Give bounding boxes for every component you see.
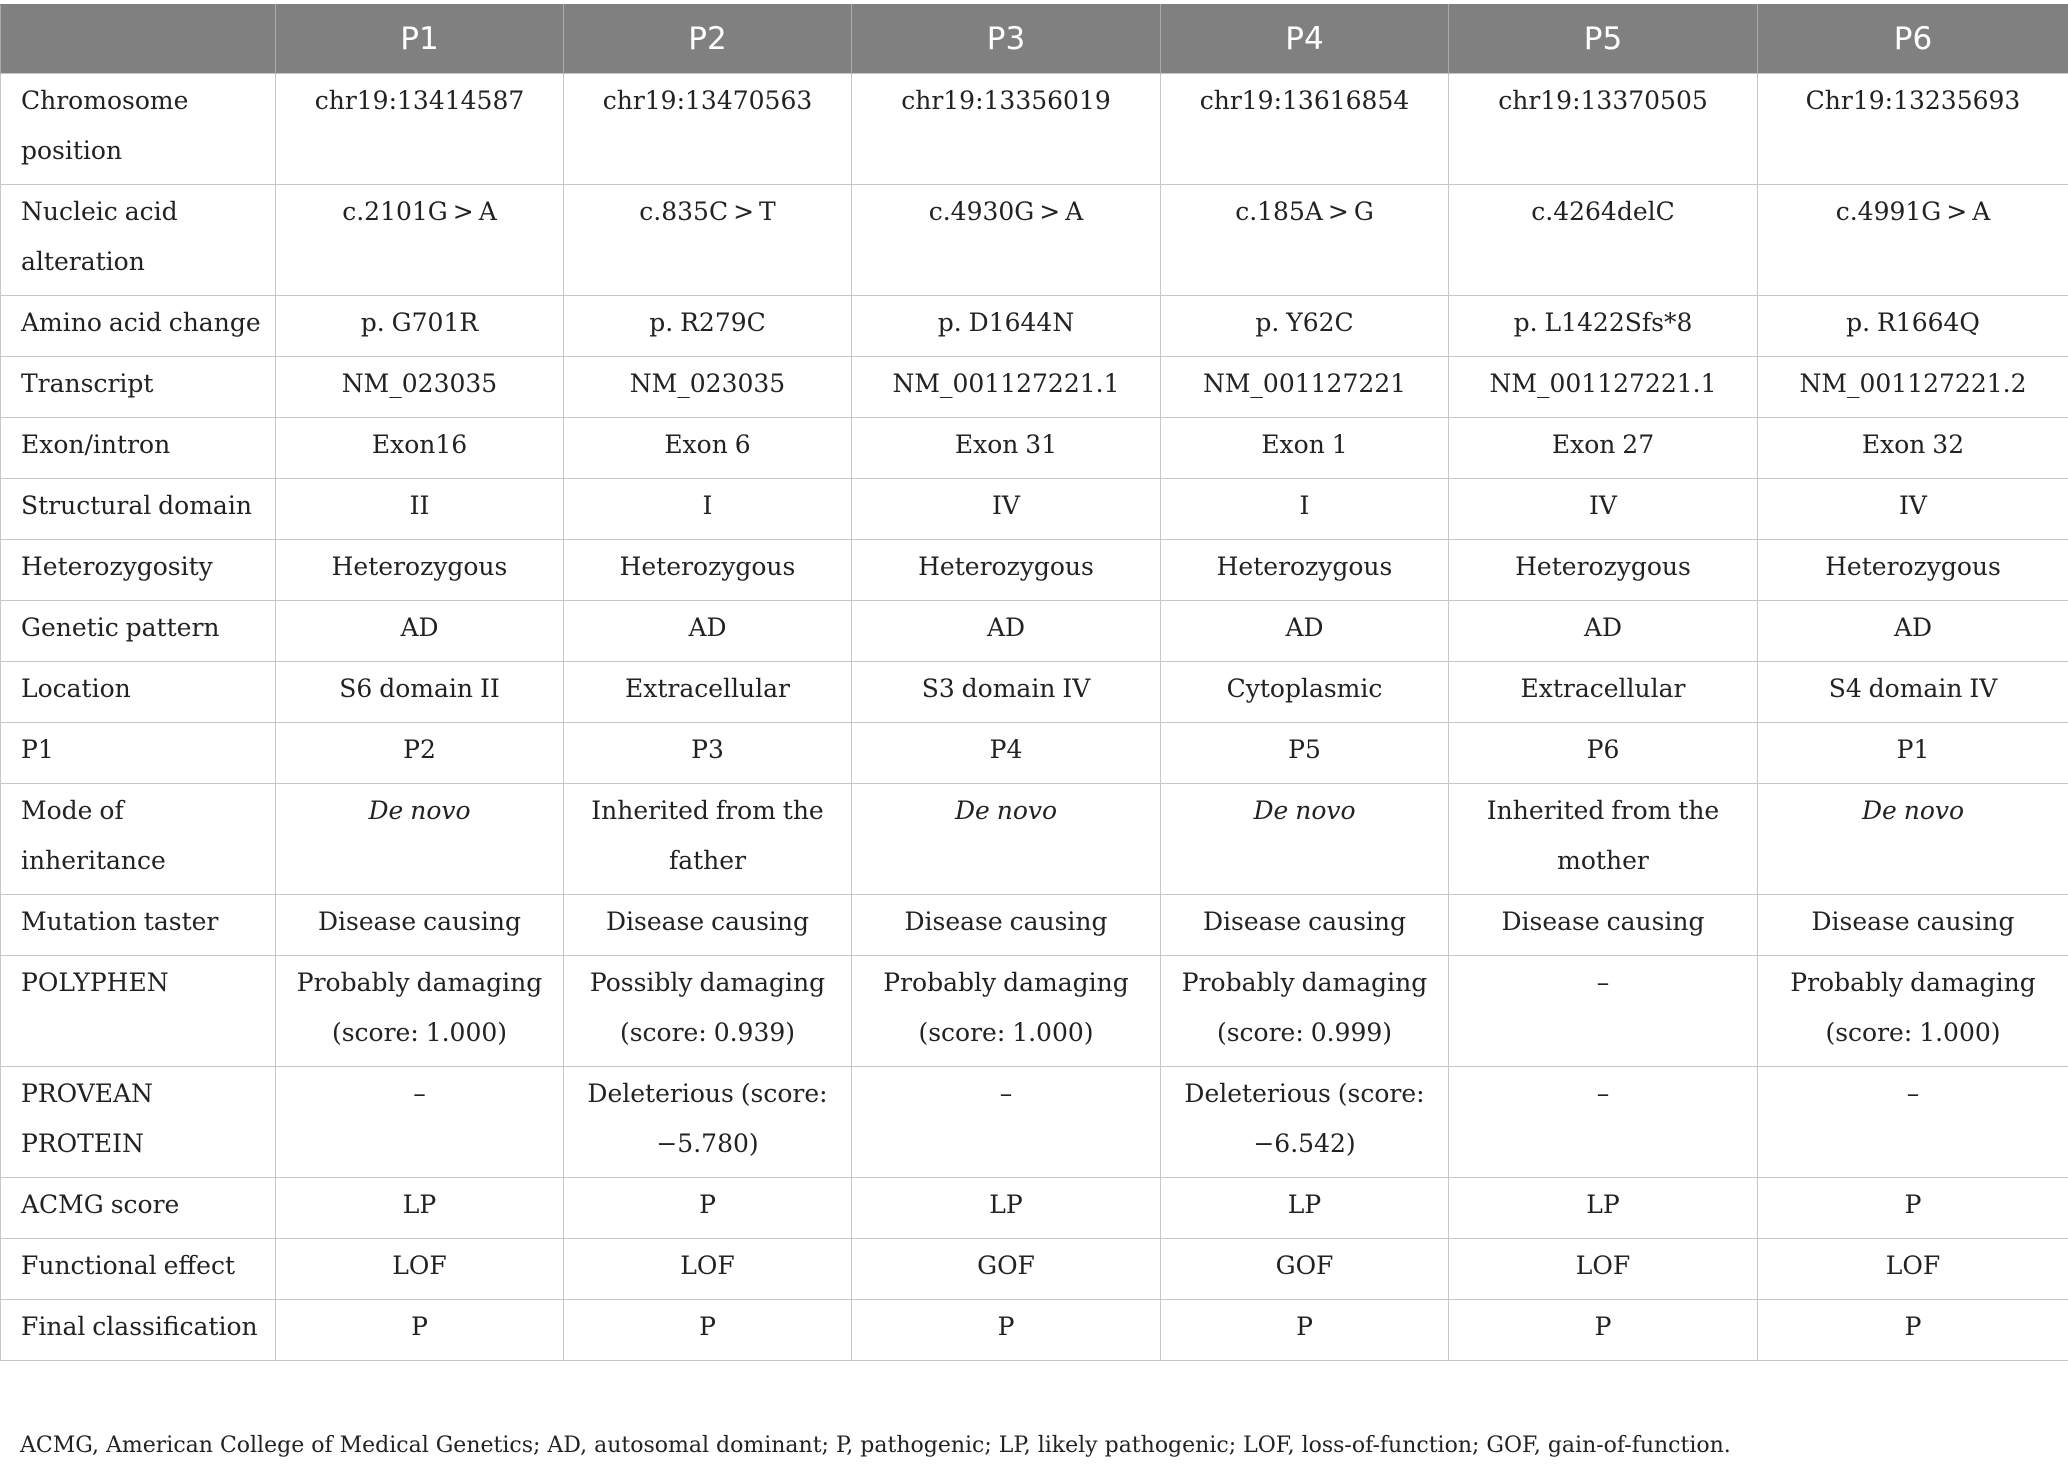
- table-cell: I: [1161, 479, 1449, 540]
- table-cell: Inherited from the father: [564, 784, 852, 895]
- table-row: [1, 784, 2068, 895]
- table-row: [1, 895, 2068, 956]
- header-row: [1, 5, 2068, 74]
- table-cell: P: [564, 1300, 852, 1361]
- table-cell: LP: [276, 1178, 564, 1239]
- table-cell: Heterozygous: [1161, 540, 1449, 601]
- table-cell: Deleterious (score: −5.780): [564, 1067, 852, 1178]
- table-cell: p. D1644N: [852, 296, 1161, 357]
- italic-cell-text: De novo: [954, 796, 1058, 825]
- table-cell: Possibly damaging (score: 0.939): [564, 956, 852, 1067]
- table-cell: [852, 784, 1161, 895]
- table-cell: P: [1758, 1178, 2068, 1239]
- table-cell: Exon 6: [564, 418, 852, 479]
- table-cell: LP: [1161, 1178, 1449, 1239]
- table-cell: LOF: [276, 1239, 564, 1300]
- table-cell: c.835C > T: [564, 185, 852, 296]
- table-cell: S6 domain II: [276, 662, 564, 723]
- table-cell: Deleterious (score: −6.542): [1161, 1067, 1449, 1178]
- table-cell: chr19:13414587: [276, 74, 564, 185]
- table-footnote: ACMG, American College of Medical Genetics; AD, autosomal dominant; P, pathogenic; LP, likely pathogenic; LOF, loss-of-function; GOF, gain-of-function.: [20, 1433, 1731, 1458]
- table-cell: Cytoplasmic: [1161, 662, 1449, 723]
- table-cell: –: [852, 1067, 1161, 1178]
- table-row: [1, 662, 2068, 723]
- table-cell: Heterozygous: [564, 540, 852, 601]
- row-label: ACMG score: [1, 1178, 276, 1239]
- table-cell: –: [276, 1067, 564, 1178]
- table-cell: P: [1449, 1300, 1758, 1361]
- variant-table: [0, 4, 2068, 1361]
- table-cell: chr19:13616854: [1161, 74, 1449, 185]
- table-cell: Exon 31: [852, 418, 1161, 479]
- table-row: [1, 1300, 2068, 1361]
- table-cell: Disease causing: [1161, 895, 1449, 956]
- table-cell: LP: [852, 1178, 1161, 1239]
- table-cell: S3 domain IV: [852, 662, 1161, 723]
- table-cell: p. L1422Sfs*8: [1449, 296, 1758, 357]
- row-label: Final classification: [1, 1300, 276, 1361]
- table-cell: Heterozygous: [276, 540, 564, 601]
- table-header: [1, 5, 2068, 74]
- table-cell: GOF: [1161, 1239, 1449, 1300]
- table-cell: P5: [1161, 723, 1449, 784]
- table-cell: Disease causing: [276, 895, 564, 956]
- table-cell: Disease causing: [1449, 895, 1758, 956]
- table-cell: p. Y62C: [1161, 296, 1449, 357]
- table-cell: c.4991G > A: [1758, 185, 2068, 296]
- table-row: [1, 479, 2068, 540]
- table-body: [1, 74, 2068, 1361]
- table-cell: P2: [276, 723, 564, 784]
- table-cell: P1: [1758, 723, 2068, 784]
- table-cell: AD: [852, 601, 1161, 662]
- table-row: [1, 74, 2068, 185]
- table-cell: IV: [1449, 479, 1758, 540]
- italic-cell-text: De novo: [368, 796, 471, 825]
- row-label: PROVEAN PROTEIN: [1, 1067, 276, 1178]
- table-cell: p. R1664Q: [1758, 296, 2068, 357]
- table-row: [1, 1067, 2068, 1178]
- table-row: [1, 540, 2068, 601]
- table-cell: NM_001127221.1: [852, 357, 1161, 418]
- table-row: [1, 723, 2068, 784]
- header-cell-p3: P3: [852, 5, 1161, 74]
- table-cell: –: [1758, 1067, 2068, 1178]
- table-cell: Extracellular: [564, 662, 852, 723]
- table-cell: AD: [1758, 601, 2068, 662]
- row-label: Amino acid change: [1, 296, 276, 357]
- table-row: [1, 296, 2068, 357]
- table-cell: Heterozygous: [852, 540, 1161, 601]
- table-cell: NM_001127221: [1161, 357, 1449, 418]
- table-cell: AD: [276, 601, 564, 662]
- header-cell-p1: P1: [276, 5, 564, 74]
- table-cell: Exon 32: [1758, 418, 2068, 479]
- table-cell: Probably damaging (score: 1.000): [1758, 956, 2068, 1067]
- table-cell: Exon 1: [1161, 418, 1449, 479]
- table-row: [1, 418, 2068, 479]
- table-row: [1, 185, 2068, 296]
- row-label: Exon/intron: [1, 418, 276, 479]
- table-cell: Inherited from the mother: [1449, 784, 1758, 895]
- table-cell: Probably damaging (score: 1.000): [852, 956, 1161, 1067]
- table-cell: chr19:13356019: [852, 74, 1161, 185]
- table-cell: P6: [1449, 723, 1758, 784]
- italic-cell-text: De novo: [1253, 796, 1356, 825]
- row-label: P1: [1, 723, 276, 784]
- row-label: POLYPHEN: [1, 956, 276, 1067]
- row-label: Chromosome position: [1, 74, 276, 185]
- row-label: Mutation taster: [1, 895, 276, 956]
- table-cell: Disease causing: [564, 895, 852, 956]
- table-cell: LP: [1449, 1178, 1758, 1239]
- table-cell: c.4930G > A: [852, 185, 1161, 296]
- table-cell: NM_001127221.1: [1449, 357, 1758, 418]
- table-row: [1, 956, 2068, 1067]
- table-cell: P: [1161, 1300, 1449, 1361]
- table-cell: Exon 27: [1449, 418, 1758, 479]
- table-cell: Probably damaging (score: 1.000): [276, 956, 564, 1067]
- table-cell: P3: [564, 723, 852, 784]
- table-cell: [1161, 784, 1449, 895]
- header-cell-p5: P5: [1449, 5, 1758, 74]
- table-cell: chr19:13370505: [1449, 74, 1758, 185]
- table-cell: c.2101G > A: [276, 185, 564, 296]
- table-cell: p. G701R: [276, 296, 564, 357]
- table-row: [1, 1178, 2068, 1239]
- table-cell: Heterozygous: [1449, 540, 1758, 601]
- table-cell: P: [1758, 1300, 2068, 1361]
- row-label: Location: [1, 662, 276, 723]
- table-cell: Disease causing: [1758, 895, 2068, 956]
- table-cell: AD: [1161, 601, 1449, 662]
- table-cell: P4: [852, 723, 1161, 784]
- table-cell: I: [564, 479, 852, 540]
- table-cell: –: [1449, 1067, 1758, 1178]
- table-cell: Chr19:13235693: [1758, 74, 2068, 185]
- table-cell: Disease causing: [852, 895, 1161, 956]
- table-cell: Exon16: [276, 418, 564, 479]
- row-label: Genetic pattern: [1, 601, 276, 662]
- table-cell: AD: [1449, 601, 1758, 662]
- table-cell: chr19:13470563: [564, 74, 852, 185]
- table-row: [1, 357, 2068, 418]
- table-cell: Probably damaging (score: 0.999): [1161, 956, 1449, 1067]
- row-label: Heterozygosity: [1, 540, 276, 601]
- table-cell: Heterozygous: [1758, 540, 2068, 601]
- table-cell: c.185A > G: [1161, 185, 1449, 296]
- table-cell: NM_001127221.2: [1758, 357, 2068, 418]
- table-cell: LOF: [1449, 1239, 1758, 1300]
- header-cell-p6: P6: [1758, 5, 2068, 74]
- row-label: Transcript: [1, 357, 276, 418]
- table-cell: [1758, 784, 2068, 895]
- row-label: Functional effect: [1, 1239, 276, 1300]
- row-label: Structural domain: [1, 479, 276, 540]
- table-cell: p. R279C: [564, 296, 852, 357]
- table-cell: GOF: [852, 1239, 1161, 1300]
- table-cell: NM_023035: [276, 357, 564, 418]
- table-row: [1, 601, 2068, 662]
- table-cell: c.4264delC: [1449, 185, 1758, 296]
- table-cell: P: [852, 1300, 1161, 1361]
- table-cell: II: [276, 479, 564, 540]
- table-cell: LOF: [564, 1239, 852, 1300]
- table-cell: Extracellular: [1449, 662, 1758, 723]
- row-label: Mode of inheritance: [1, 784, 276, 895]
- table-row: [1, 1239, 2068, 1300]
- table-cell: NM_023035: [564, 357, 852, 418]
- row-label: Nucleic acid alteration: [1, 185, 276, 296]
- table-cell: LOF: [1758, 1239, 2068, 1300]
- header-cell-blank: [1, 5, 276, 74]
- header-cell-p2: P2: [564, 5, 852, 74]
- table-cell: P: [276, 1300, 564, 1361]
- table-cell: IV: [1758, 479, 2068, 540]
- table-cell: [276, 784, 564, 895]
- table-cell: –: [1449, 956, 1758, 1067]
- italic-cell-text: De novo: [1861, 796, 1965, 825]
- table-cell: AD: [564, 601, 852, 662]
- table-cell: IV: [852, 479, 1161, 540]
- table-cell: S4 domain IV: [1758, 662, 2068, 723]
- table-cell: P: [564, 1178, 852, 1239]
- header-cell-p4: P4: [1161, 5, 1449, 74]
